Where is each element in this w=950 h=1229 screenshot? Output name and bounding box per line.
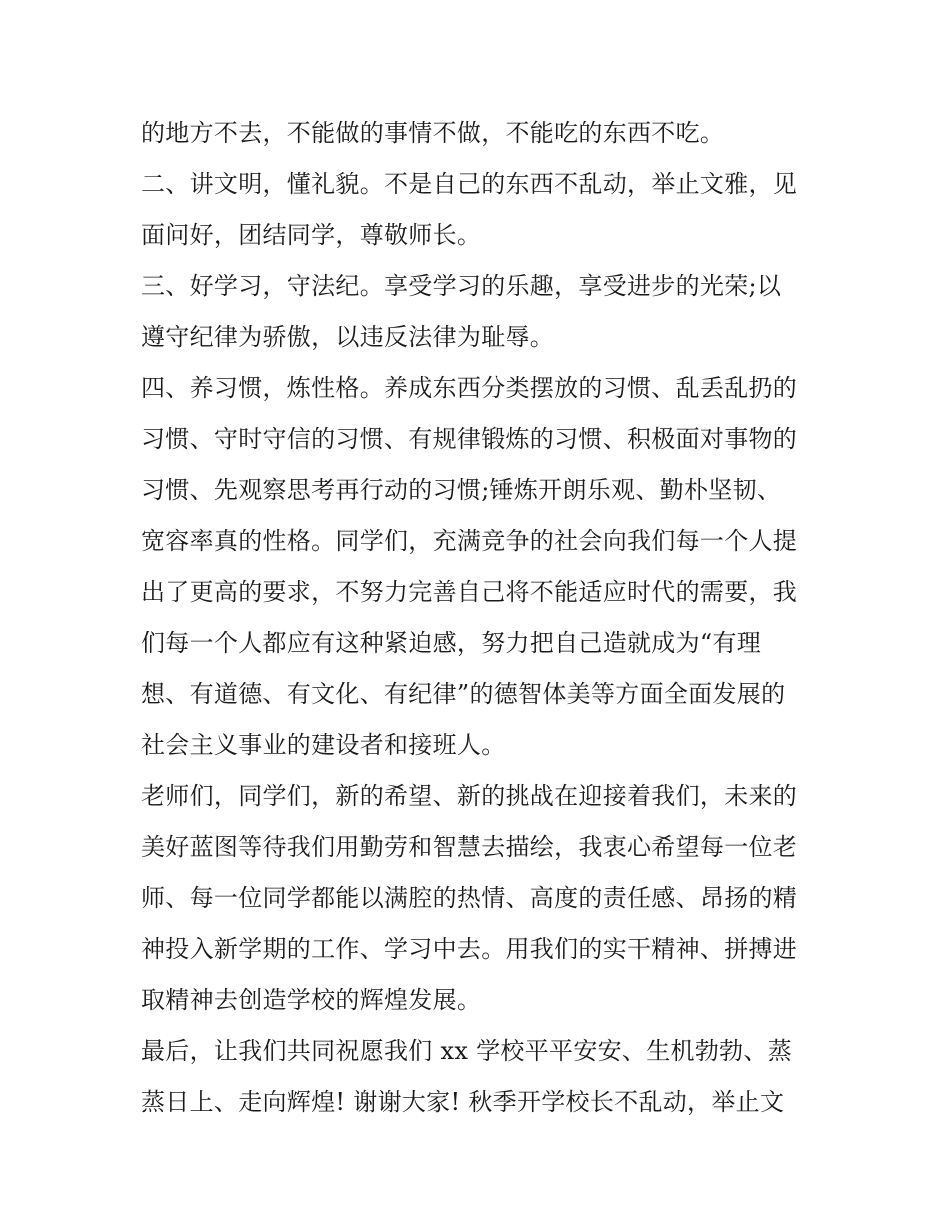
text-line: 宽容率真的性格。同学们，充满竞争的社会向我们每一个人提	[141, 527, 798, 555]
text-line: 老师们，同学们，新的希望、新的挑战在迎接着我们，未来的	[141, 782, 798, 810]
text-line: 三、好学习，守法纪。享受学习的乐趣，享受进步的光荣;以	[141, 272, 782, 300]
text-line: 四、养习惯，炼性格。养成东西分类摆放的习惯、乱丢乱扔的	[141, 374, 798, 402]
text-line: 的地方不去，不能做的事情不做，不能吃的东西不吃。	[141, 119, 725, 147]
text-line: 想、有道德、有文化、有纪律”的德智体美等方面全面发展的	[141, 680, 786, 708]
text-line: 最后，让我们共同祝愿我们 xx 学校平平安安、生机勃勃、蒸	[141, 1037, 793, 1065]
text-line: 遵守纪律为骄傲，以违反法律为耻辱。	[141, 323, 555, 351]
text-line: 师、每一位同学都能以满腔的热情、高度的责任感、昂扬的精	[141, 884, 798, 912]
document-body	[141, 108, 821, 1128]
text-line: 取精神去创造学校的辉煌发展。	[141, 986, 482, 1014]
text-line: 神投入新学期的工作、学习中去。用我们的实干精神、拼搏进	[141, 935, 798, 963]
text-line: 社会主义事业的建设者和接班人。	[141, 731, 506, 759]
text-line: 美好蓝图等待我们用勤劳和智慧去描绘，我衷心希望每一位老	[141, 833, 798, 861]
text-line: 面问好，团结同学，尊敬师长。	[141, 221, 482, 249]
text-line: 们每一个人都应有这种紧迫感，努力把自己造就成为“有理	[141, 629, 762, 657]
text-line: 蒸日上、走向辉煌! 谢谢大家! 秋季开学校长不乱动，举止文	[141, 1088, 785, 1116]
text-line: 出了更高的要求，不努力完善自己将不能适应时代的需要，我	[141, 578, 798, 606]
text-line: 二、讲文明，懂礼貌。不是自己的东西不乱动，举止文雅，见	[141, 170, 798, 198]
text-line: 习惯、先观察思考再行动的习惯;锤炼开朗乐观、勤朴坚韧、	[141, 476, 782, 504]
text-line: 习惯、守时守信的习惯、有规律锻炼的习惯、积极面对事物的	[141, 425, 798, 453]
